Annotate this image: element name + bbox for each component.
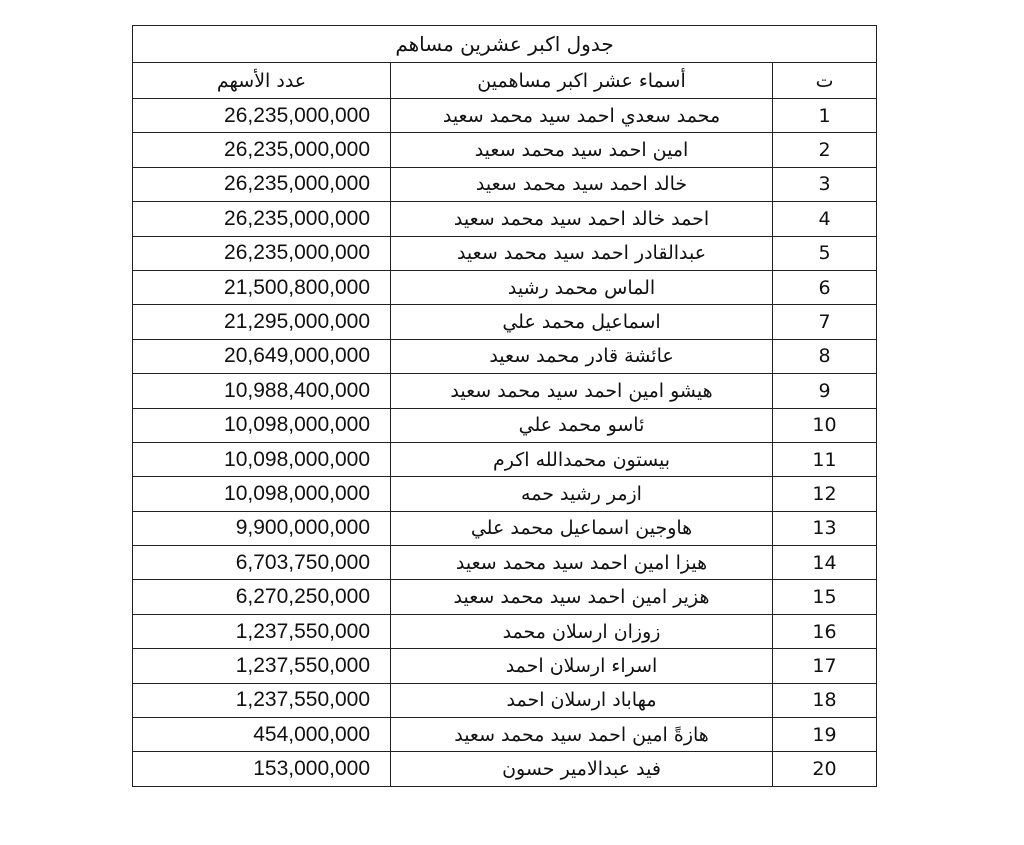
shareholder-name: هيزا امين احمد سيد محمد سعيد [391, 546, 773, 580]
shareholder-name: امين احمد سيد محمد سعيد [391, 133, 773, 167]
share-count: 10,988,400,000 [133, 374, 391, 408]
share-count: 10,098,000,000 [133, 442, 391, 476]
row-index: 7 [773, 305, 877, 339]
shareholder-name: هاوجين اسماعيل محمد علي [391, 511, 773, 545]
shareholder-name: احمد خالد احمد سيد محمد سعيد [391, 202, 773, 236]
caption-row [133, 26, 877, 63]
shareholder-name: محمد سعدي احمد سيد محمد سعيد [391, 99, 773, 133]
table-row [133, 614, 877, 648]
share-count: 26,235,000,000 [133, 236, 391, 270]
shareholders-table [132, 25, 877, 787]
table-row [133, 718, 877, 752]
table-row [133, 442, 877, 476]
share-count: 21,295,000,000 [133, 305, 391, 339]
row-index: 6 [773, 270, 877, 304]
table-row [133, 339, 877, 373]
row-index: 18 [773, 683, 877, 717]
share-count: 9,900,000,000 [133, 511, 391, 545]
row-index: 4 [773, 202, 877, 236]
row-index: 13 [773, 511, 877, 545]
row-index: 14 [773, 546, 877, 580]
row-index: 10 [773, 408, 877, 442]
row-index: 5 [773, 236, 877, 270]
row-index: 17 [773, 649, 877, 683]
table-body [133, 26, 877, 787]
table-row [133, 511, 877, 545]
row-index: 3 [773, 167, 877, 201]
row-index: 20 [773, 752, 877, 786]
share-count: 20,649,000,000 [133, 339, 391, 373]
share-count: 10,098,000,000 [133, 408, 391, 442]
row-index: 2 [773, 133, 877, 167]
row-index: 11 [773, 442, 877, 476]
row-index: 15 [773, 580, 877, 614]
row-index: 19 [773, 718, 877, 752]
shareholder-name: هزير امين احمد سيد محمد سعيد [391, 580, 773, 614]
table-row [133, 546, 877, 580]
shareholder-name: فيد عبدالامير حسون [391, 752, 773, 786]
shareholder-name: اسماعيل محمد علي [391, 305, 773, 339]
share-count: 1,237,550,000 [133, 649, 391, 683]
table-row [133, 477, 877, 511]
table-row [133, 683, 877, 717]
row-index: 8 [773, 339, 877, 373]
shareholder-name: الماس محمد رشيد [391, 270, 773, 304]
table-row [133, 236, 877, 270]
table-row [133, 202, 877, 236]
table-row [133, 752, 877, 786]
table-row [133, 99, 877, 133]
share-count: 26,235,000,000 [133, 99, 391, 133]
shareholder-name: مهاباد ارسلان احمد [391, 683, 773, 717]
share-count: 21,500,800,000 [133, 270, 391, 304]
share-count: 26,235,000,000 [133, 167, 391, 201]
shareholder-name: عائشة قادر محمد سعيد [391, 339, 773, 373]
header-shares: عدد الأسهم [133, 63, 391, 99]
shareholder-name: هازةً امين احمد سيد محمد سعيد [391, 718, 773, 752]
share-count: 6,270,250,000 [133, 580, 391, 614]
share-count: 454,000,000 [133, 718, 391, 752]
header-row [133, 63, 877, 99]
table-row [133, 649, 877, 683]
table-row [133, 374, 877, 408]
table-row [133, 167, 877, 201]
table-row [133, 408, 877, 442]
share-count: 6,703,750,000 [133, 546, 391, 580]
share-count: 153,000,000 [133, 752, 391, 786]
table-caption: جدول اكبر عشرين مساهم [133, 26, 877, 63]
shareholder-name: خالد احمد سيد محمد سعيد [391, 167, 773, 201]
table-row [133, 305, 877, 339]
row-index: 9 [773, 374, 877, 408]
shareholder-name: اسراء ارسلان احمد [391, 649, 773, 683]
row-index: 1 [773, 99, 877, 133]
header-name: أسماء عشر اكبر مساهمين [391, 63, 773, 99]
share-count: 1,237,550,000 [133, 614, 391, 648]
header-index: ت [773, 63, 877, 99]
share-count: 26,235,000,000 [133, 202, 391, 236]
shareholder-name: عبدالقادر احمد سيد محمد سعيد [391, 236, 773, 270]
table-row [133, 133, 877, 167]
shareholder-name: زوزان ارسلان محمد [391, 614, 773, 648]
table-row [133, 270, 877, 304]
shareholder-name: ئاسو محمد علي [391, 408, 773, 442]
share-count: 10,098,000,000 [133, 477, 391, 511]
share-count: 1,237,550,000 [133, 683, 391, 717]
share-count: 26,235,000,000 [133, 133, 391, 167]
shareholder-name: هيشو امين احمد سيد محمد سعيد [391, 374, 773, 408]
table-row [133, 580, 877, 614]
shareholder-name: بيستون محمدالله اكرم [391, 442, 773, 476]
shareholder-name: ازمر رشيد حمه [391, 477, 773, 511]
row-index: 16 [773, 614, 877, 648]
row-index: 12 [773, 477, 877, 511]
